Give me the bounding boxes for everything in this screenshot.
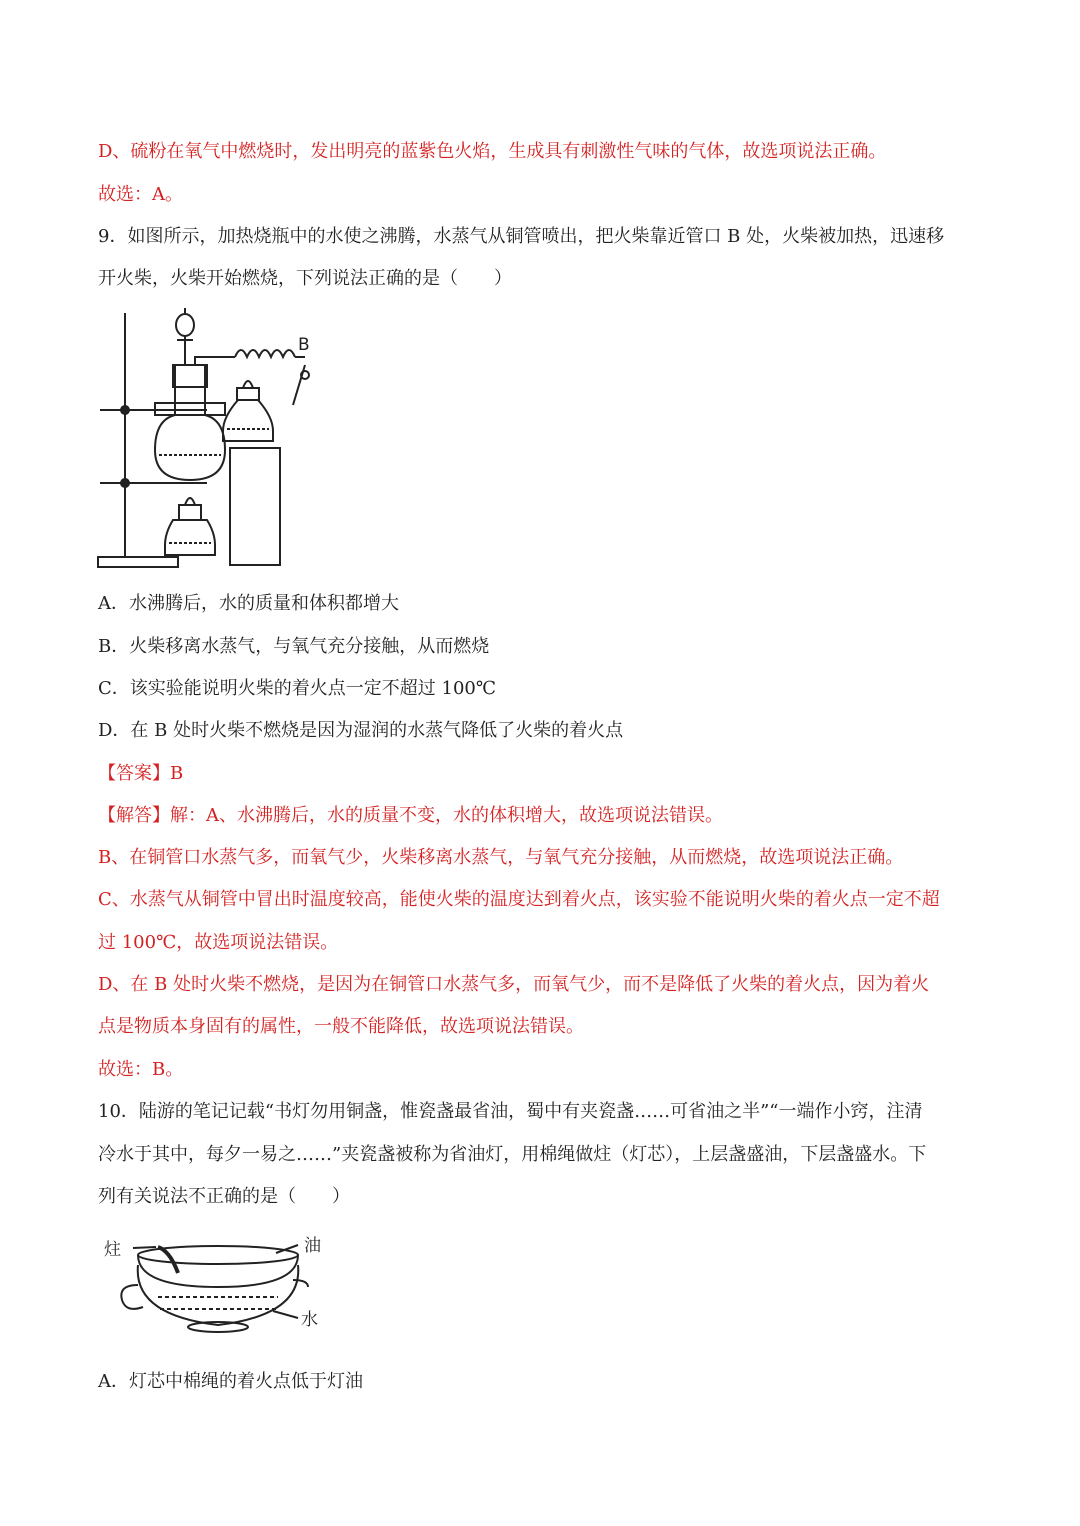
wooden-block — [230, 448, 280, 565]
wick — [158, 1247, 178, 1273]
round-flask — [155, 365, 225, 480]
q9-choice: 故选：B。 — [98, 1059, 184, 1080]
q9-explanation-c-1: C、水蒸气从铜管中冒出时温度较高，能使火柴的温度达到着火点，该实验不能说明火柴的着火点一定不超 — [98, 889, 940, 910]
q10-option-a: A．灯芯中棉绳的着火点低于灯油 — [98, 1371, 363, 1392]
q9-stem-line-1: 9．如图所示，加热烧瓶中的水使之沸腾，水蒸气从铜管喷出，把火柴靠近管口 B 处，火柴被加热，迅速移 — [98, 226, 945, 247]
q9-explanation-b: B、在铜管口水蒸气多，而氧气少，火柴移离水蒸气，与氧气充分接触，从而燃烧，故选项说法正确。 — [98, 847, 904, 868]
label-b: B — [298, 335, 310, 355]
right-alcohol-lamp — [223, 400, 273, 441]
prev-answer-d-line: D、硫粉在氧气中燃烧时，发出明亮的蓝紫色火焰，生成具有刺激性气味的气体，故选项说法正确。 — [98, 141, 887, 162]
q9-explanation-d-2: 点是物质本身固有的属性，一般不能降低，故选项说法错误。 — [98, 1016, 584, 1037]
q10-stem-line-2: 冷水于其中，每夕一易之……”夹瓷盏被称为省油灯，用棉绳做炷（灯芯），上层盏盛油，下层盏盛水。下 — [98, 1144, 927, 1165]
q9-stem-line-2: 开火柴，火柴开始燃烧，下列说法正确的是（ ） — [98, 268, 512, 289]
label-water: 水 — [301, 1310, 318, 1330]
q9-option-b: B．火柴移离水蒸气，与氧气充分接触，从而燃烧 — [98, 636, 490, 657]
stand-base — [98, 557, 178, 567]
q10-stem-line-1: 10．陆游的笔记记载“书灯勿用铜盏，惟瓷盏最省油，蜀中有夹瓷盏……可省油之半”“一端作小窍，注清 — [98, 1101, 923, 1122]
prev-answer-choice: 故选：A。 — [98, 184, 183, 205]
q9-answer: 【答案】B — [98, 763, 184, 784]
q10-stem-line-3: 列有关说法不正确的是（ ） — [98, 1186, 350, 1207]
q9-explanation-d-1: D、在 B 处时火柴不燃烧，是因为在铜管口水蒸气多，而氧气少，而不是降低了火柴的着火点，因为着火 — [98, 974, 930, 995]
q9-option-a: A．水沸腾后，水的质量和体积都增大 — [98, 593, 399, 614]
q10-oil-lamp-figure — [98, 1225, 338, 1345]
q9-explanation-c-2: 过 100℃，故选项说法错误。 — [98, 932, 339, 953]
q9-apparatus-figure — [95, 305, 325, 575]
lower-dish — [138, 1265, 299, 1325]
q9-option-d: D．在 B 处时火柴不燃烧是因为湿润的水蒸气降低了火柴的着火点 — [98, 720, 624, 741]
copper-coil — [235, 350, 295, 357]
q9-option-c: C．该实验能说明火柴的着火点一定不超过 100℃ — [98, 678, 496, 699]
label-oil: 油 — [304, 1236, 321, 1256]
q9-explanation-a: 【解答】解：A、水沸腾后，水的质量不变，水的体积增大，故选项说法错误。 — [98, 805, 723, 826]
upper-dish — [138, 1255, 298, 1287]
label-wick: 炷 — [104, 1240, 121, 1260]
lower-alcohol-lamp — [165, 520, 215, 555]
